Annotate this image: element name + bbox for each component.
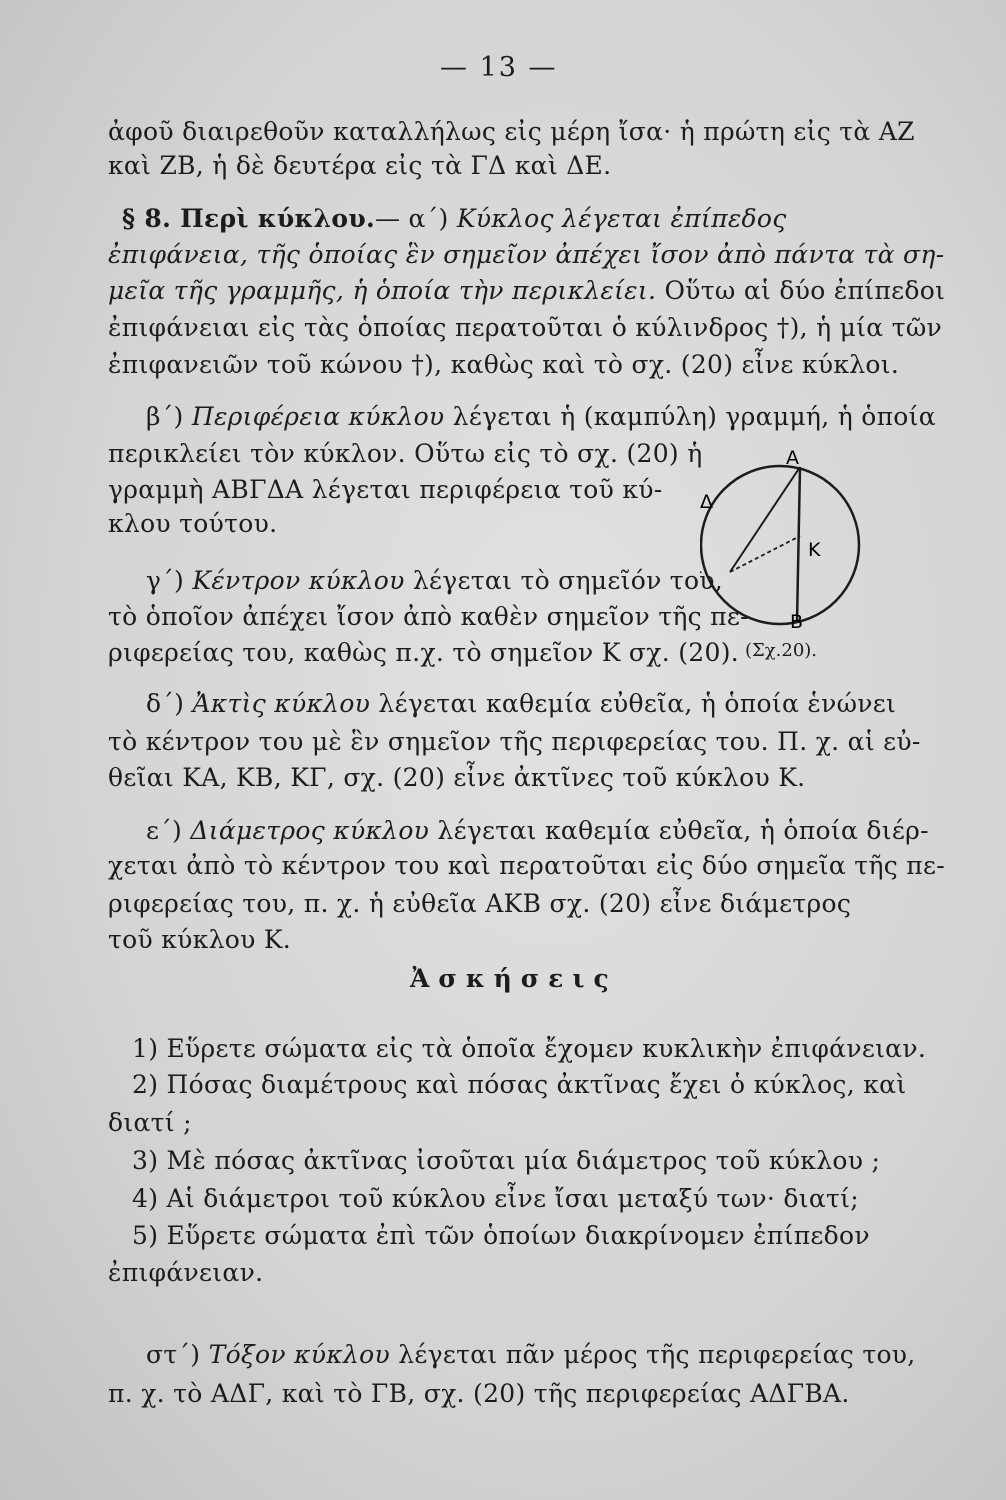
text-line [108, 275, 945, 307]
text-segment: χεται ἀπὸ τὸ κέντρον του καὶ περατοῦται εἰς δύο σημεῖα τῆς πε- [108, 851, 945, 880]
text-line [132, 1220, 870, 1252]
text-line [122, 203, 787, 235]
text-segment: ἀφοῦ διαιρεθοῦν καταλλήλως εἰς μέρη ἴσα· ἡ πρώτη εἰς τὰ ΑΖ [108, 117, 915, 146]
text-segment: ἐπιφανειῶν τοῦ κώνου †), καθὼς καὶ τὸ σχ. (20) εἶνε κύκλοι. [108, 350, 900, 379]
label-K: K [808, 539, 821, 561]
text-segment: ἐπιφάνεια, τῆς ὁποίας ἓν σημεῖον ἀπέχει ἴσον ἀπὸ πάντα τὰ ση- [108, 240, 945, 269]
label-A: A [786, 450, 799, 469]
text-line [146, 815, 929, 847]
text-line [108, 474, 663, 506]
text-segment: Διάμετρος κύκλου [190, 816, 430, 845]
text-segment: λέγεται ἡ (καμπύλη) γραμμή, ἡ ὁποία [444, 402, 936, 431]
text-line [146, 565, 723, 597]
text-segment: γ´) [146, 566, 193, 595]
text-line [108, 438, 703, 470]
text-segment: λέγεται καθεμία εὐθεῖα, ἡ ὁποία διέρ- [429, 816, 929, 845]
text-segment: τὸ ὁποῖον ἀπέχει ἴσον ἀπὸ καθὲν σημεῖον τῆς πε- [108, 602, 749, 631]
exercises-heading: Ἀσκήσεις [410, 964, 618, 993]
text-line [108, 762, 805, 794]
text-line [132, 1069, 906, 1101]
text-segment: ε´) [146, 816, 191, 845]
text-segment: στ´) [146, 1340, 209, 1369]
text-segment: ἐπιφάνειαν. [108, 1258, 264, 1287]
text-segment: 3) Μὲ πόσας ἀκτῖνας ἰσοῦται μία διάμετρος τοῦ κύκλου ; [132, 1146, 881, 1175]
text-segment: μεῖα τῆς γραμμῆς, ἡ ὁποία τὴν περικλείει. [108, 276, 657, 305]
circle-figure [700, 450, 880, 645]
text-segment: ἐπιφάνειαι εἰς τὰς ὁποίας περατοῦται ὁ κύλινδρος †), ἡ μία τῶν [108, 313, 943, 342]
text-segment: διατί ; [108, 1108, 192, 1137]
text-line [108, 601, 749, 633]
text-segment: δ´) [146, 689, 193, 718]
label-G [700, 568, 702, 590]
label-D: Δ [700, 491, 713, 513]
text-line [108, 637, 739, 669]
text-segment: β´) [146, 402, 192, 431]
text-segment: Τόξον κύκλου [208, 1340, 390, 1369]
text-line [108, 850, 945, 882]
text-line [108, 1107, 192, 1139]
text-segment: 2) Πόσας διαμέτρους καὶ πόσας ἀκτῖνας ἔχει ὁ κύκλος, καὶ [132, 1070, 907, 1099]
text-line [108, 726, 921, 758]
text-segment: 5) Εὕρετε σώματα ἐπὶ τῶν ὁποίων διακρίνομεν ἐπίπεδον [132, 1221, 870, 1250]
text-segment: Ἀκτὶς κύκλου [192, 689, 371, 718]
diameter-AKB [797, 467, 800, 622]
text-line [108, 150, 611, 182]
text-line [132, 1033, 926, 1065]
text-segment: Κέντρον κύκλου [192, 566, 405, 595]
text-line [146, 688, 896, 720]
text-line [108, 1378, 850, 1410]
text-line [108, 312, 942, 344]
text-segment: — α´) [375, 204, 457, 233]
text-segment: Οὕτω αἱ δύο ἐπίπεδοι [656, 276, 946, 305]
text-line [132, 1183, 859, 1215]
text-line [146, 401, 936, 433]
text-segment: ριφερείας του, π. χ. ἡ εὐθεῖα ΑΚΒ σχ. (20) εἶνε διάμετρος [108, 889, 852, 918]
circle-circumference [701, 466, 859, 624]
text-segment: καὶ ΖΒ, ἡ δὲ δευτέρα εἰς τὰ ΓΔ καὶ ΔΕ. [108, 151, 612, 180]
text-line [108, 239, 944, 271]
text-segment: κλου τούτου. [108, 509, 278, 538]
text-line [108, 349, 899, 381]
text-line [108, 924, 291, 956]
chord-AG [730, 467, 800, 572]
text-segment: θεῖαι ΚΑ, ΚΒ, ΚΓ, σχ. (20) εἶνε ἀκτῖνες τοῦ κύκλου Κ. [108, 763, 806, 792]
text-segment: ριφερείας του, καθὼς π.χ. τὸ σημεῖον Κ σχ. (20). [108, 638, 739, 667]
text-segment: 1) Εὕρετε σώματα εἰς τὰ ὁποῖα ἔχομεν κυκλικὴν ἐπιφάνειαν. [132, 1034, 927, 1063]
text-segment: Κύκλος λέγεται ἐπίπεδος [456, 204, 787, 233]
figure-caption: (Σχ.20). [745, 640, 818, 661]
text-segment: λέγεται καθεμία εὐθεῖα, ἡ ὁποία ἑνώνει [370, 689, 897, 718]
text-segment: λέγεται τὸ σημεῖόν του, [404, 566, 724, 595]
text-segment: γραμμὴ ΑΒΓΔΑ λέγεται περιφέρεια τοῦ κύ- [108, 475, 663, 504]
text-line [108, 1257, 263, 1289]
text-segment: Περιφέρεια κύκλου [191, 402, 445, 431]
text-segment: τὸ κέντρον του μὲ ἓν σημεῖον τῆς περιφερείας του. Π. χ. αἱ εὐ- [108, 727, 921, 756]
text-line [146, 1339, 916, 1371]
text-segment: § 8. Περὶ κύκλου. [122, 204, 375, 233]
text-segment: τοῦ κύκλου Κ. [108, 925, 292, 954]
text-segment: λέγεται πᾶν μέρος τῆς περιφερείας του, [389, 1340, 916, 1369]
text-line [132, 1145, 880, 1177]
text-segment: π. χ. τὸ ΑΔΓ, καὶ τὸ ΓΒ, σχ. (20) τῆς περιφερείας ΑΔΓΒΑ. [108, 1379, 850, 1408]
text-line [108, 508, 277, 540]
page-number: — 13 — [440, 52, 558, 83]
text-segment: 4) Αἱ διάμετροι τοῦ κύκλου εἶνε ἴσαι μεταξύ των· διατί; [132, 1184, 859, 1213]
text-line [108, 116, 915, 148]
text-segment: περικλείει τὸν κύκλον. Οὕτω εἰς τὸ σχ. (20) ἡ [108, 439, 703, 468]
text-line [108, 888, 851, 920]
label-B: B [790, 611, 804, 633]
radius-KG [730, 536, 800, 572]
